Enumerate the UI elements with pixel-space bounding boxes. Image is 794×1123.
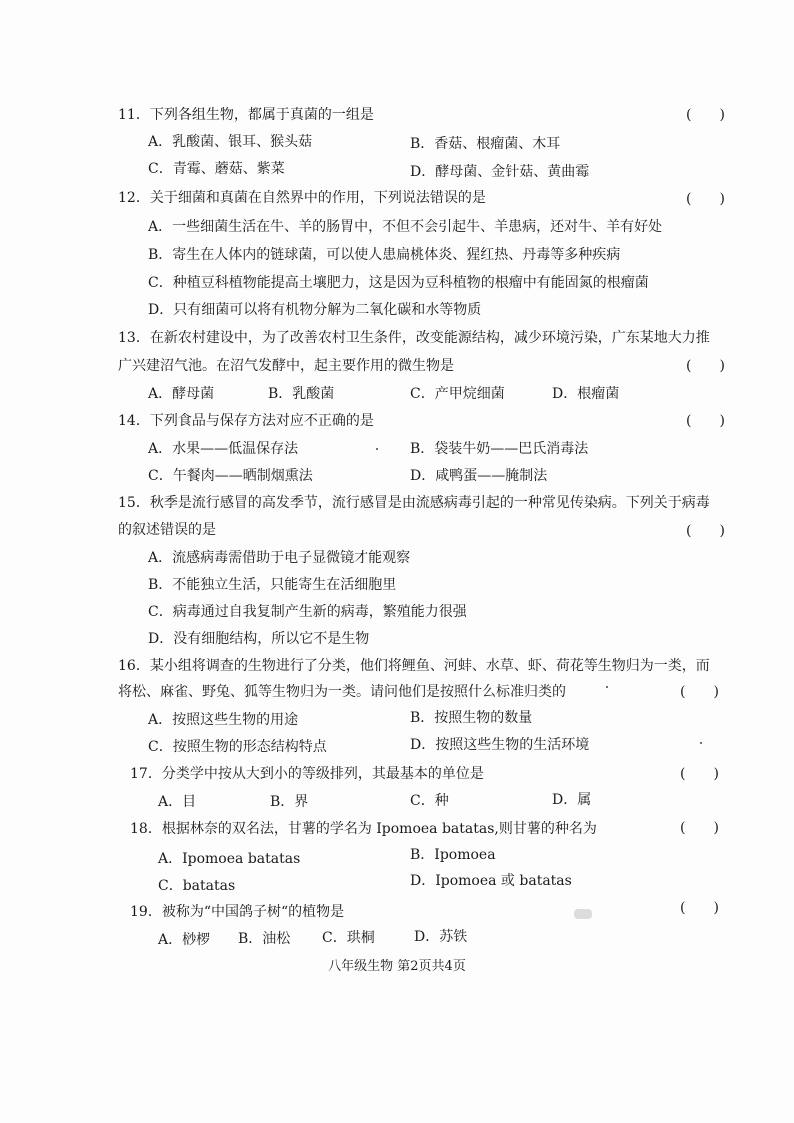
question-14-option-a: A．水果——低温保存法 [148, 441, 299, 457]
question-18-stem: 18．根据林奈的双名法，甘薯的学名为 Ipomoea batatas,则甘薯的种名为 [130, 821, 597, 837]
scan-speck [606, 686, 608, 688]
question-19-answer-bracket: ( ) [680, 900, 719, 916]
question-18-option-b: B．Ipomoea [410, 847, 496, 863]
question-16-stem-line-2: 将松、麻雀、野兔、狐等生物归为一类。请问他们是按照什么标准归类的 [118, 684, 566, 700]
question-13-option-d: D．根瘤菌 [552, 386, 620, 402]
question-15-stem-line-2: 的叙述错误的是 [118, 522, 216, 538]
question-17-option-d: D．属 [552, 792, 592, 808]
question-17-option-c: C．种 [410, 793, 449, 809]
question-15-option-a: A．流感病毒需借助于电子显微镜才能观察 [148, 550, 411, 566]
question-13-option-a: A．酵母菌 [148, 386, 215, 402]
question-12-option-b: B．寄生在人体内的链球菌，可以使人患扁桃体炎、猩红热、丹毒等多种疾病 [148, 247, 621, 263]
question-13-stem-line-2: 广兴建沼气池。在沼气发酵中，起主要作用的微生物是 [118, 358, 454, 374]
question-18-option-a: A．Ipomoea batatas [158, 851, 301, 867]
question-14-stem: 14．下列食品与保存方法对应不正确的是 [118, 413, 374, 429]
question-16-option-a: A．按照这些生物的用途 [148, 712, 299, 728]
question-18-answer-bracket: ( ) [680, 820, 719, 836]
question-15-option-b: B．不能独立生活，只能寄生在活细胞里 [148, 577, 397, 593]
scan-speck [376, 448, 378, 450]
question-13-stem-line-1: 13．在新农村建设中，为了改善农村卫生条件，改变能源结构，减少环境污染，广东某地大力推 [118, 330, 710, 346]
question-12-option-a: A．一些细菌生活在牛、羊的肠胃中，不但不会引起牛、羊患病，还对牛、羊有好处 [148, 219, 663, 235]
question-17-option-b: B．界 [270, 794, 309, 810]
question-14-option-b: B．袋装牛奶——巴氏消毒法 [410, 441, 589, 457]
question-11-option-a: A．乳酸菌、银耳、猴头菇 [148, 134, 313, 150]
question-12-option-d: D．只有细菌可以将有机物分解为二氧化碳和水等物质 [148, 302, 482, 318]
question-19-option-d: D．苏铁 [414, 929, 468, 945]
question-18-option-c: C．batatas [158, 878, 236, 894]
question-18-option-d: D．Ipomoea 或 batatas [410, 873, 572, 889]
page-footer: 八年级生物 第2页共4页 [328, 959, 466, 974]
question-12-option-c: C．种植豆科植物能提高土壤肥力，这是因为豆科植物的根瘤中有能固氮的根瘤菌 [148, 275, 649, 291]
question-17-stem: 17．分类学中按从大到小的等级排列，其最基本的单位是 [130, 766, 484, 782]
question-14-option-c: C．午餐肉——晒制烟熏法 [148, 468, 313, 484]
question-13-option-c: C．产甲烷细菌 [410, 386, 505, 402]
question-14-answer-bracket: ( ) [686, 413, 725, 429]
question-13-option-b: B．乳酸菌 [268, 386, 335, 402]
question-15-answer-bracket: ( ) [686, 523, 725, 539]
question-11-option-b: B．香菇、根瘤菌、木耳 [410, 136, 561, 152]
question-13-answer-bracket: ( ) [686, 358, 725, 374]
question-12-stem: 12．关于细菌和真菌在自然界中的作用，下列说法错误的是 [118, 190, 486, 206]
question-11-answer-bracket: ( ) [686, 107, 725, 123]
question-19-option-c: C．珙桐 [322, 930, 375, 946]
scan-smudge [574, 909, 592, 919]
question-17-option-a: A．目 [158, 794, 197, 810]
question-11-option-d: D．酵母菌、金针菇、黄曲霉 [410, 164, 590, 180]
question-16-stem-line-1: 16．某小组将调查的生物进行了分类，他们将鲤鱼、河蚌、水草、虾、荷花等生物归为一类，而 [118, 658, 710, 674]
question-16-answer-bracket: ( ) [680, 684, 719, 700]
question-15-stem-line-1: 15．秋季是流行感冒的高发季节，流行感冒是由流感病毒引起的一种常见传染病。下列关于病毒 [118, 495, 710, 511]
scan-speck [700, 742, 702, 744]
question-16-option-c: C．按照生物的形态结构特点 [148, 739, 327, 755]
question-11-stem: 11．下列各组生物，都属于真菌的一组是 [118, 107, 374, 123]
question-19-stem: 19．被称为“中国鸽子树“的植物是 [130, 904, 345, 920]
question-19-option-a: A．桫椤 [158, 932, 211, 948]
question-17-answer-bracket: ( ) [680, 766, 719, 782]
question-19-option-b: B．油松 [238, 931, 291, 947]
question-11-option-c: C．青霉、蘑菇、紫菜 [148, 161, 285, 177]
question-16-option-d: D．按照这些生物的生活环境 [410, 737, 590, 753]
question-12-answer-bracket: ( ) [686, 191, 725, 207]
question-14-option-d: D．咸鸭蛋——腌制法 [410, 468, 548, 484]
question-15-option-d: D．没有细胞结构，所以它不是生物 [148, 631, 370, 647]
question-15-option-c: C．病毒通过自我复制产生新的病毒，繁殖能力很强 [148, 604, 467, 620]
question-16-option-b: B．按照生物的数量 [410, 710, 533, 726]
